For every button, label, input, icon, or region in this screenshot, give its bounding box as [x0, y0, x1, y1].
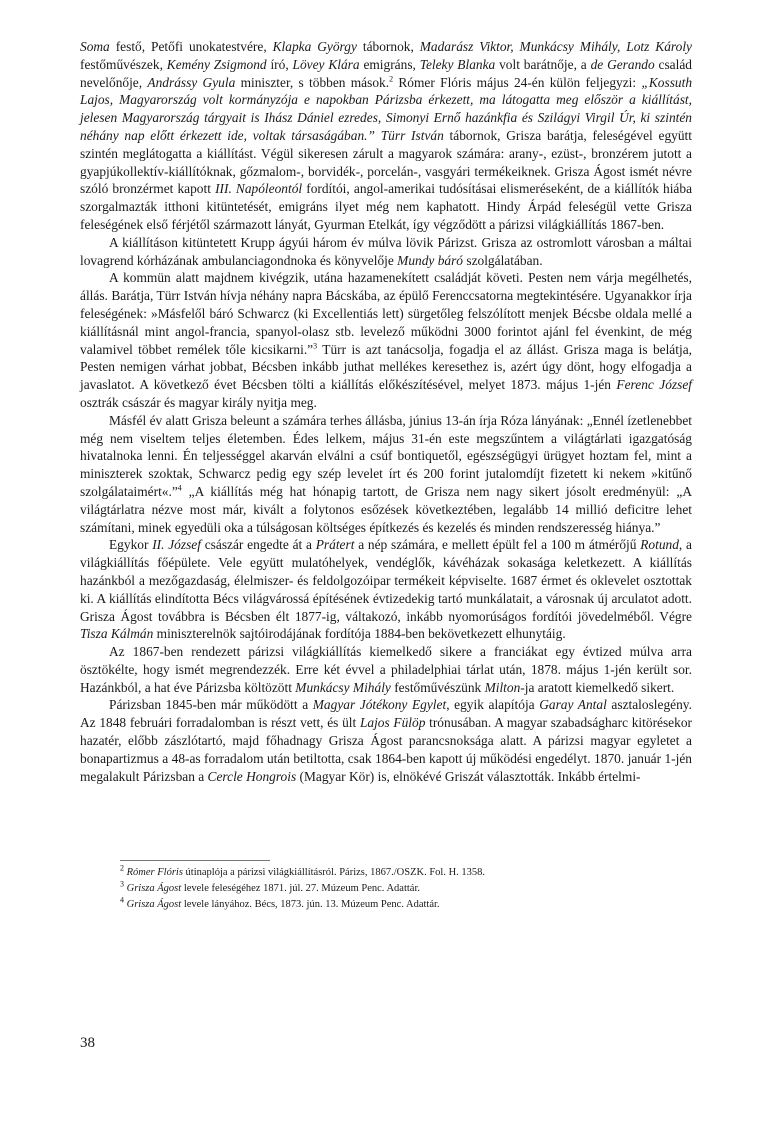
text-run: fordítói, angol-amerikai tudósításai elismeréseként, de a kiállítók hiába szorgalmazták itthoni kitüntetését, emigráns ilyet még nem kaphatott. Hindy Árpád feleségül vette Grisza feleségének első férjétől származott lányát, Gyurman Etelkát, így végződött a párizsi világkiállítás 1867-ben. [80, 181, 693, 232]
italic-text: Rotund [640, 537, 679, 553]
text-run: volt barátnője, a [495, 56, 591, 72]
italic-text: Rómer Flóris [126, 867, 183, 878]
italic-text: Türr István [380, 127, 444, 143]
italic-text: „Kossuth Lajos, Magyarország volt kormányzója e napokban Párizsba érkezett, ma látogatta meg először a kiállítást, jelesen Magyarország tárgyait is Ihász Dániel ezredes, Simonyi Ernő hazánkfia és Szilágyi Virgil Úr, ki szintén néhány nap előtt érkezett ide, voltak társaságában.” [80, 74, 693, 143]
paragraph [80, 38, 692, 234]
text-run: A kiállításon kitüntetett Krupp ágyúi három év múlva lövik Párizst. Grisza az ostromlott városban a máltai lovagrend kórházának ambulanciagondnoka és könyvelője [80, 234, 692, 268]
text-run: trónusában. A magyar szabadságharc kitörésekor hazatér, előbb zászlótartó, majd főhadnagy Grisza Ágost parancsnoksága alatt. A párizsi magyar egyletet a bonapartizmus a 48-as forradalom után betiltotta, csak 1864-ben kapott új működési engedélyt. 1870. január 1-jén megalakult Párizsban a [80, 715, 692, 784]
text-run: (Magyar Kör) is, elnökévé Griszát választották. Inkább értelmi- [296, 768, 641, 784]
italic-text: Cercle Hongrois [207, 768, 297, 784]
italic-text: Teleky Blanka [419, 56, 496, 72]
text-run: miniszterelnök sajtóirodájának fordítója 1884-ben bekövetkezett elhunytáig. [153, 626, 566, 642]
body-text [80, 38, 692, 785]
text-run: , egyik alapítója [446, 697, 540, 713]
paragraph [80, 696, 692, 785]
text-run: tábornok, [356, 39, 420, 54]
paragraph [80, 536, 692, 643]
italic-text: Klapka György [272, 39, 357, 54]
text-run: A kommün alatt majdnem kivégzik, utána hazamenekített családját követi. Pesten nem várja megélhetés, állás. Barátja, Türr István hívja néhány napra Bácskába, az épülő Ferenccsatorna megtekintésére. Ugyanakkor írja feleségének: »Másfelől báró Schwarcz (ki Excellentiás lett) sürgetőleg felszólított menjek Bécsbe oldala mellé a kiállításnál mint angol-francia, spanyol-olasz stb. levelező működni 3000 forintot ajánl fel évenkint, de még valamivel többet remélek tőle kicsikarni.” [80, 270, 692, 357]
text-run: emigráns, [359, 56, 420, 72]
italic-text: Lajos Fülöp [359, 715, 426, 731]
text-run: asztaloslegény. Az 1848 februári forradalomban is részt vett, és ült [80, 697, 692, 731]
italic-text: Milton [484, 679, 521, 695]
text-run: szolgálatában. [463, 252, 543, 268]
italic-text: Soma [80, 39, 110, 54]
footnotes [80, 860, 692, 913]
italic-text: Garay Antal [539, 697, 607, 713]
italic-text: II. József [152, 537, 201, 553]
text-run: Türr is azt tanácsolja, fogadja el az állást. Grisza maga is belátja, Pesten nemigen várhat jobbat, Bécsben inkább juthat mellékes keresethez is, azért úgy dönt, hogy elfogadja a javaslatot. A következő évet Bécsben tölti a kiállítás előkészítésével, melyet 1873. május 1-jén [80, 341, 692, 393]
text-run: levele feleségéhez 1871. júl. 27. Múzeum Penc. Adattár. [181, 883, 420, 894]
italic-text: III. Napóleontól [215, 181, 303, 197]
italic-text: Kemény Zsigmond [166, 56, 267, 72]
footnote-marker: 2 [389, 74, 394, 84]
text-run: „A kiállítás még hat hónapig tartott, de Grisza nem nagy sikert jósolt eredményül: „A világtárlatra nézve most már, kivált a folytonos esőzések következtében, legalább 14 millió deficitre lehet számítani, minek egyedüli oka a túlságosan költséges építkezés és kezelés és minden rendszeresség hiánya.” [80, 483, 692, 535]
italic-text: Munkácsy Mihály [295, 679, 391, 695]
paragraph [80, 643, 692, 696]
paragraph [80, 269, 692, 411]
text-run: festőművészünk [390, 679, 485, 695]
italic-text: Andrássy Gyula [147, 74, 236, 90]
text-run: a nép számára, e mellett épült fel a 100 m átmérőjű [354, 537, 641, 553]
italic-text: Mundy báró [397, 252, 464, 268]
text-run: miniszter, s többen mások. [235, 74, 390, 90]
italic-text: de Gerando [590, 56, 655, 72]
text-run: tábornok, Grisza barátja, feleségével együtt szintén meglátogatta a kiállítást. Végül sikeresen zárult a magyarok számára: arany-, ezüst-, bronzérem jutott a gyapjúkollektív-kiállítóknak, gőzmalom-, borvidék-, porcelán-, vasgyári termékeiknek. Grisza Ágost ismét névre szóló bronzérmet kapott [80, 127, 692, 197]
text-run: , a világkiállítás főépülete. Vele együtt mulatóhelyek, vendéglők, kávéházak sokasága keletkezett. A kiállítás hazánkból a mezőgazdaság, élelmiszer- és feldolgozóipar termékeit képviselte. 1687 érmet és oklevelet osztottak ki. A kiállítás elindította Bécs világvárossá építésének évtizedekig tartó munkálatait, a városnak új arculatot adott. Grisza Ágost továbbra is Bécsben élt 1877-ig, váltakozó, inkább nyomorúságos fordítói jövedelméből. Végre [80, 537, 692, 624]
italic-text: Magyar Jótékony Egylet [312, 697, 447, 713]
italic-text: Grisza Ágost [126, 899, 182, 910]
footnote [80, 881, 692, 897]
text-run: festő, Petőfi unokatestvére, [109, 39, 273, 54]
paragraph [80, 412, 692, 537]
italic-text: Prátert [315, 537, 355, 553]
footnote-number: 2 [120, 863, 124, 873]
text-run: osztrák császár és magyar király nyitja meg. [80, 394, 317, 410]
italic-text: Grisza Ágost [126, 883, 182, 894]
italic-text: Madarász Viktor, Munkácsy Mihály, Lotz Károly [419, 39, 692, 54]
page-number: 38 [80, 1035, 95, 1051]
text-run: útinaplója a párizsi világkiállításról. Párizs, 1867./OSZK. Fol. H. 1358. [182, 867, 486, 878]
text-run: -ja aratott kiemelkedő sikert. [520, 679, 675, 695]
paragraph [80, 234, 692, 270]
footnote-marker: 3 [313, 341, 318, 351]
text-run: Rómer Flóris május 24-én külön feljegyzi: [393, 74, 642, 90]
footnote-marker: 4 [177, 483, 182, 493]
text-run: Párizsban 1845-ben már működött a [109, 697, 313, 713]
italic-text: Lövey Klára [292, 56, 360, 72]
text-run: császár engedte át a [200, 537, 316, 553]
footnote-rule [120, 860, 270, 861]
footnote-number: 3 [120, 879, 124, 889]
footnote-list [80, 865, 692, 913]
text-run: család nevelőnője, [80, 56, 692, 90]
text-run: író, [266, 56, 293, 72]
italic-text: Ferenc József [616, 377, 692, 393]
footnote-number: 4 [120, 895, 124, 905]
footnote [80, 865, 692, 881]
footnote [80, 897, 692, 913]
text-run: Egykor [109, 537, 153, 553]
text-run: Az 1867-ben rendezett párizsi világkiállítás kiemelkedő sikere a franciákat egy évtized múlva arra ösztökélte, hogy ismét megrendezzék. Erre két évvel a philadelphiai tárlat után, 1878. május 1-jén került sor. Hazánkból, a hat éve Párizsba költözött [80, 644, 692, 695]
text-run: festőművészek, [80, 56, 167, 72]
text-run: Másfél év alatt Grisza beleunt a számára terhes állásba, június 13-án írja Róza lányának: „Ennél ízetlenebbet még nem viseltem teljes életemben. Édes lelkem, május 31-én este megszűntem a világtárlati igazgatóság hivatalnoka lenni. Én teljességgel akarván elválni a csúf bontiquetől, egészségügyi ürügyet hoztam fel, mint a miniszterek szoktak, Schwarcz pedig egy szép levelet írt és 200 forint jutalomdíjt fizetett ki nekem »kitűnő szolgálataimért«.” [80, 412, 692, 499]
text-run: levele lányához. Bécs, 1873. jún. 13. Múzeum Penc. Adattár. [181, 899, 440, 910]
italic-text: Tisza Kálmán [80, 626, 154, 642]
